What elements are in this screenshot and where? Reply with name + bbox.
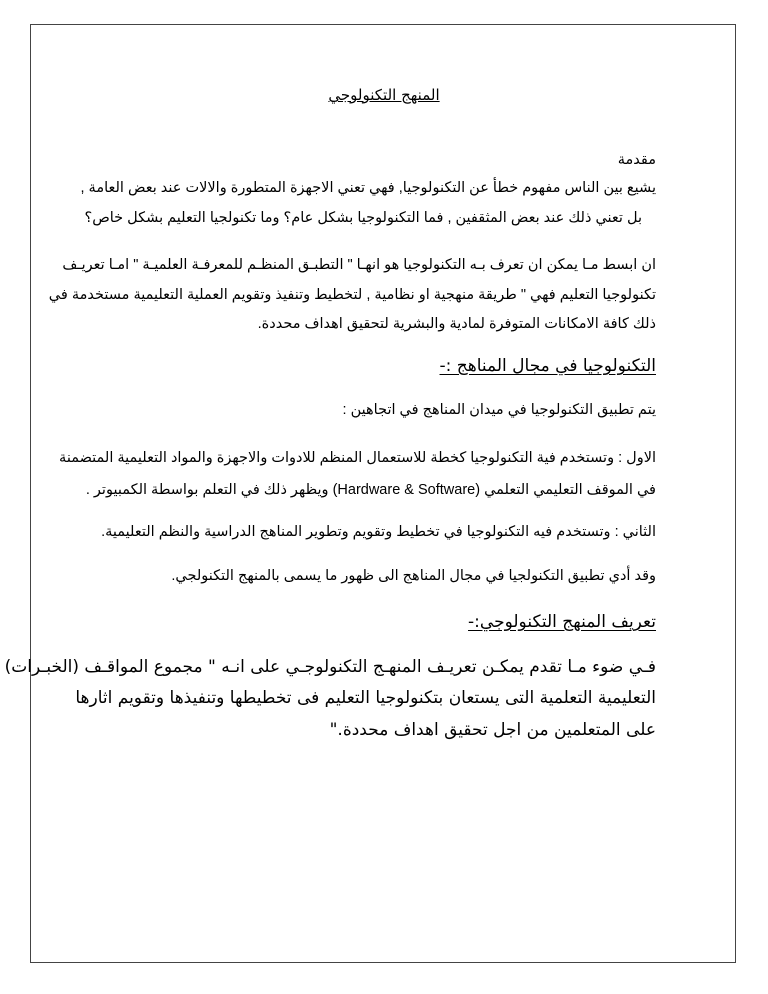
- paragraph-3: يتم تطبيق التكنولوجيا في ميدان المناهج في اتجاهين :: [342, 402, 656, 418]
- document-title: المنهج التكنولوجي: [328, 86, 440, 104]
- paragraph-1-line-1: يشيع بين الناس مفهوم خطأ عن التكنولوجيا, فهي تعني الاجهزة المتطورة والالات عند بعض العامة ,: [80, 180, 656, 196]
- paragraph-4-line-2: في الموقف التعليمي التعلمي (Hardware & Software) ويظهر ذلك في التعلم بواسطة الكمبيوتر .: [85, 482, 656, 498]
- section-heading-definition: تعريف المنهج التكنولوجي:-: [468, 612, 656, 632]
- paragraph-7-line-3: على المتعلمين من اجل تحقيق اهداف محددة.": [329, 720, 656, 740]
- paragraph-1-line-2: بل تعني ذلك عند بعض المثقفين , فما التكنولوجيا بشكل عام؟ وما تكنولجيا التعليم بشكل خاص؟: [84, 210, 642, 226]
- paragraph-2-line-1: ان ابسط مـا يمكن ان تعرف بـه التكنولوجيا هو انهـا " التطبـق المنظـم للمعرفـة العلميـة " امـا تعريـف: [62, 257, 656, 273]
- section-heading-curriculum: التكنولوجيا في مجال المناهج :-: [439, 356, 656, 376]
- intro-label: مقدمة: [617, 152, 656, 168]
- paragraph-7-line-1: فـي ضوء مـا تقدم يمكـن تعريـف المنهـج التكنولوجـي على انـه " مجموع المواقـف (الخبـرات): [4, 657, 656, 677]
- paragraph-2-line-2: تكنولوجيا التعليم فهي " طريقة منهجية او نظامية , لتخطيط وتنفيذ وتقويم العملية التعليمية مستخدمة في: [48, 287, 656, 303]
- paragraph-7-line-2: التعليمية التعلمية التى يستعان بتكنولوجيا التعليم فى تخطيطها وتنفيذها وتقويم اثارها: [75, 688, 656, 708]
- paragraph-2-line-3: ذلك كافة الامكانات المتوفرة لمادية والبشرية لتحقيق اهداف محددة.: [257, 316, 656, 332]
- paragraph-5: الثاني : وتستخدم فيه التكنولوجيا في تخطيط وتقويم وتطوير المناهج الدراسية والنظم التعليمية.: [101, 524, 656, 540]
- paragraph-6: وقد أدي تطبيق التكنولجيا في مجال المناهج الى ظهور ما يسمى بالمنهج التكنولجي.: [171, 568, 656, 584]
- paragraph-4-line-1: الاول : وتستخدم فية التكنولوجيا كخطة للاستعمال المنظم للادوات والاجهزة والمواد التعليمية المتضمنة: [59, 450, 656, 466]
